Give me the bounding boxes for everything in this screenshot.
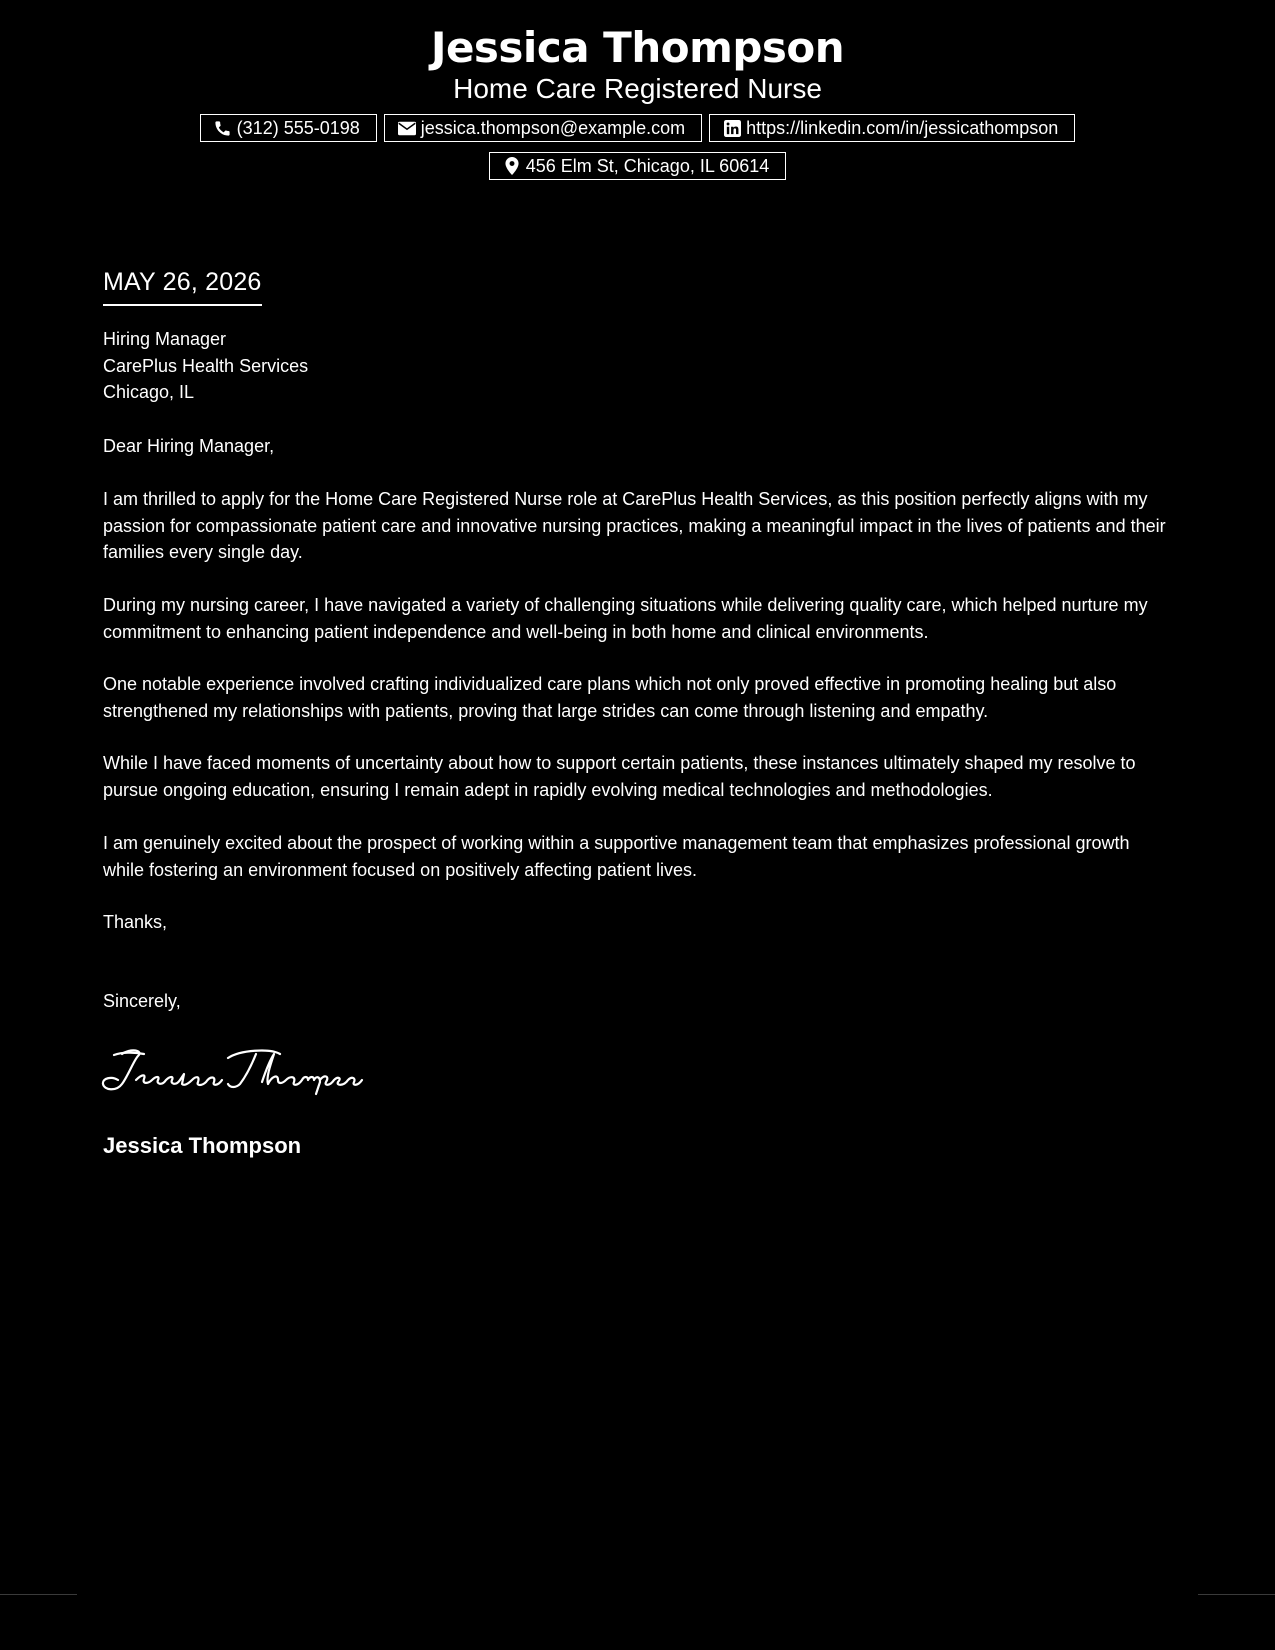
- phone-contact[interactable]: [200, 114, 377, 142]
- email-contact[interactable]: [384, 114, 702, 142]
- phone-icon: [214, 119, 232, 137]
- recipient-company: CarePlus Health Services: [103, 355, 309, 376]
- letter-date: MAY 26, 2026: [103, 266, 262, 306]
- address-text: 456 Elm St, Chicago, IL 60614: [525, 156, 770, 176]
- handwritten-signature: [100, 1046, 370, 1096]
- thanks-line: Thanks,: [103, 912, 168, 932]
- signer-name: Jessica Thompson: [103, 1133, 302, 1158]
- email-text: jessica.thompson@example.com: [420, 118, 686, 138]
- closing-line: Sincerely,: [103, 991, 181, 1011]
- phone-text: (312) 555-0198: [236, 118, 360, 138]
- body-paragraph: During my nursing career, I have navigated a variety of challenging situations while delivering quality care, which helped nurture my commitment to enhancing patient independence and well-being in both home and clinical environments.: [103, 595, 1148, 642]
- linkedin-icon: [723, 119, 741, 137]
- footer-divider-right: [1198, 1594, 1275, 1595]
- contact-row: [0, 114, 1275, 142]
- map-marker-icon: [503, 157, 521, 175]
- body-paragraph: I am genuinely excited about the prospect of working within a supportive management team that emphasizes professional growth while fostering an environment focused on positively affecting patient lives.: [103, 833, 1130, 880]
- recipient-block: [103, 326, 308, 406]
- linkedin-text: https://linkedin.com/in/jessicathompson: [746, 118, 1059, 138]
- salutation: Dear Hiring Manager,: [103, 436, 275, 456]
- footer-divider-left: [0, 1594, 77, 1595]
- applicant-name: Jessica Thompson: [430, 23, 845, 72]
- body-paragraph: I am thrilled to apply for the Home Care Registered Nurse role at CarePlus Health Services, as this position perfectly aligns with my passion for compassionate patient care and innovative nursing practices, making a meaningful impact in the lives of patients and their families every single day.: [103, 489, 1166, 562]
- recipient-location: Chicago, IL: [103, 382, 195, 402]
- applicant-role: Home Care Registered Nurse: [453, 73, 822, 104]
- linkedin-contact[interactable]: [709, 114, 1075, 142]
- body-paragraph: While I have faced moments of uncertainty about how to support certain patients, these instances ultimately shaped my resolve to pursue ongoing education, ensuring I remain adept in rapidly evolving medical technologies and methodologies.: [103, 753, 1136, 800]
- contact-row-address: [0, 152, 1275, 180]
- envelope-icon: [398, 119, 416, 137]
- address-contact[interactable]: [489, 152, 786, 180]
- body-paragraph: One notable experience involved crafting individualized care plans which not only proved effective in promoting healing but also strengthened my relationships with patients, proving that large strides can come through listening and empathy.: [103, 674, 1117, 721]
- recipient-title: Hiring Manager: [103, 329, 227, 349]
